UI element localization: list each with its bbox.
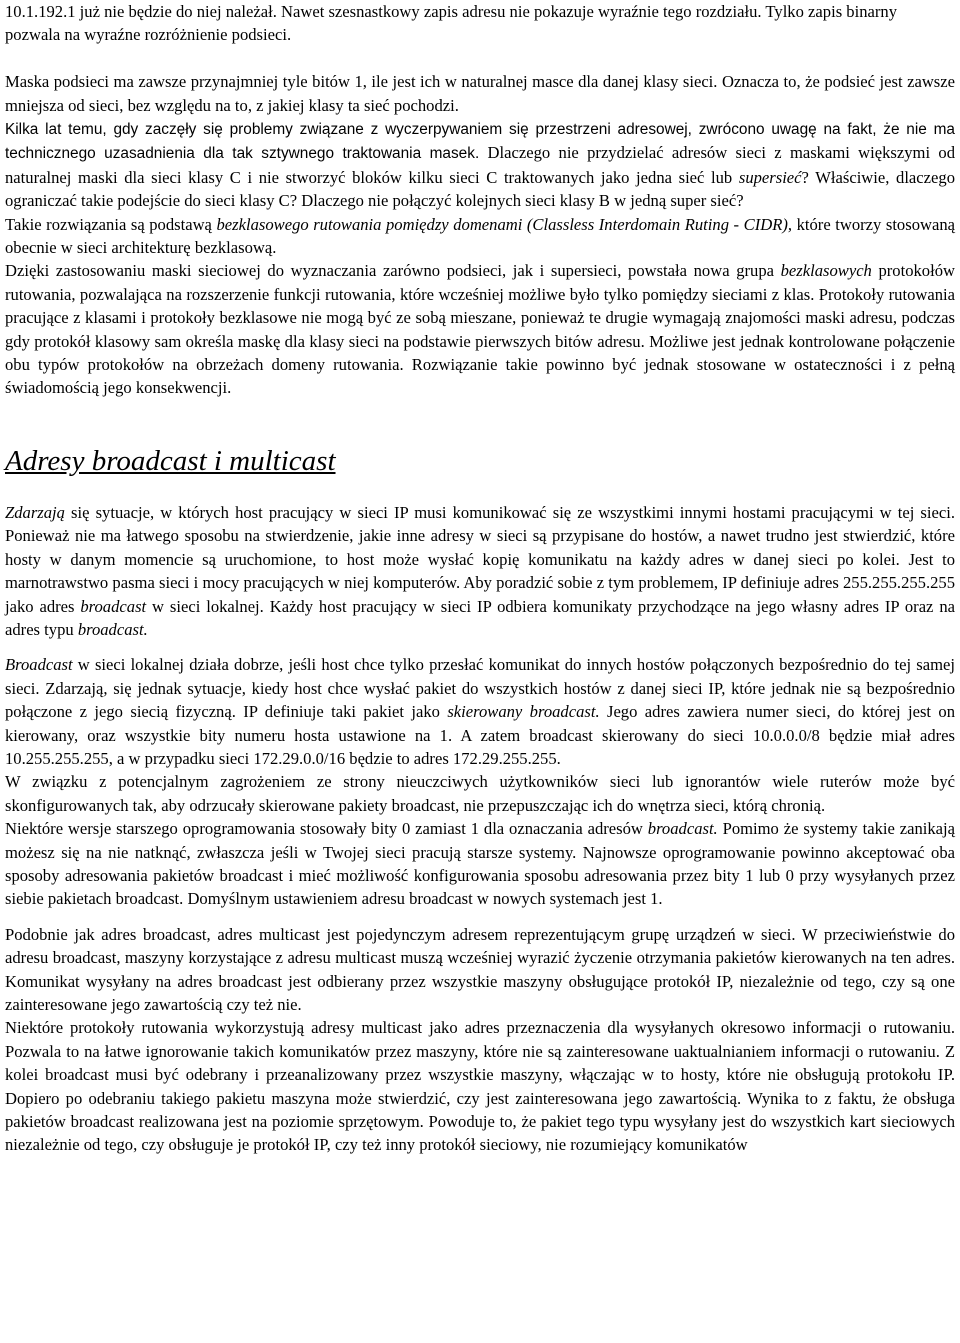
paragraph-mask-rule	[5, 70, 955, 117]
spacer	[5, 478, 955, 501]
cidr-def-b: które tworzy stosowaną obecnie w sieci architekturę bezklasową.	[5, 214, 955, 258]
classless-a: Dzięki zastosowaniu maski sieciowej do wyznaczania zarówno podsieci, jak i supersieci, powstała nowa grupa	[5, 261, 781, 281]
cidr-def-em: bezklasowego rutowania pomiędzy domenami (Classless Interdomain Ruting - CIDR),	[216, 214, 793, 234]
cidr-origin-b: ? Właściwie, dlaczego ograniczać takie podejście do sieci klasy C? Dlaczego nie połączyć kolejnych sieci klasy B w jedną super sieć?	[5, 167, 955, 211]
spacer	[5, 641, 955, 653]
paragraph-legacy-zero-bits	[5, 817, 955, 911]
paragraph-classless-protocols	[5, 259, 955, 399]
cidr-origin-sans: Kilka lat temu, gdy zaczęły się problemy związane z wyczerpywaniem się przestrzeni adresowej, zwrócono uwagę na fakt, że nie ma technicznego uzasadnienia dla tak sztywnego traktowania masek.	[5, 121, 955, 163]
broadcast-intro-em1: Zdarzają	[5, 502, 65, 522]
classless-em: bezklasowych	[780, 261, 872, 281]
paragraph-broadcast-intro	[5, 501, 955, 641]
spacer	[5, 47, 955, 70]
paragraph-directed-broadcast	[5, 653, 955, 770]
mask-rule-text: Maska podsieci ma zawsze przynajmniej tyle bitów 1, ile jest ich w naturalnej masce dla danej klasy sieci. Oznacza to, że podsieć jest zawsze mniejsza od sieci, bez względu na to, z jakiej klasy ta sieć pochodzi.	[5, 72, 955, 115]
directed-em1: Broadcast	[5, 655, 73, 675]
paragraph-multicast-intro: Podobnie jak adres broadcast, adres multicast jest pojedynczym adresem reprezentującym grupę urządzeń w sieci. W przeciwieństwie do adresu broadcast, maszyny korzystające z adresu multicast muszą wcześniej wyrazić życzenie otrzymania pakietów kierowanych na ten adres. Komunikat wysyłany na adres broadcast jest odbierany przez wszystkie maszyny obsługujące protokół IP, niezależnie od tego, czy są one zainteresowane jego zawartością czy też nie.	[5, 924, 955, 1015]
classless-b: protokołów rutowania, pozwalająca na rozszerzenie funkcji rutowania, które wcześniej możliwe było tylko pomiędzy sieciami z klas. Protokoły rutowania pracujące z klasami i protokoły bezklasowe nie mogą być ze sobą mieszane, ponieważ te drugie wymagają znajomości maski adresu, podczas gdy protokół klasowy sam określa maskę dla klasy sieci na podstawie pierwszych bitów adresu. Możliwe jest jednak kontrolowane połączenie obu typów protokołów na obrzeżach domeny rutowania. Rozwiązanie takie powinno być jednak stosowane w ostateczności i z pełną świadomością jego konsekwencji.	[5, 261, 955, 398]
broadcast-intro-em3: broadcast.	[77, 619, 148, 639]
legacy-a: Niektóre wersje starszego oprogramowania stosowały bity 0 zamiast 1 dla oznaczania adresów	[5, 819, 648, 839]
cidr-origin-a: Dlaczego nie przydzielać adresów sieci z maskami większymi od naturalnej maski dla sieci klasy C i nie stworzyć bloków kilku sieci C traktowanych jako jedna sieć lub	[5, 143, 955, 187]
directed-em2: skierowany broadcast.	[447, 702, 600, 722]
section-heading: Adresy broadcast i multicast	[5, 444, 336, 477]
broadcast-intro-em2: broadcast	[80, 596, 147, 616]
spacer	[5, 400, 955, 444]
directed-b: Jego adres zawiera numer sieci, do której jest on kierowany, oraz wszystkie bity numeru hosta ustawione na 1. A zatem broadcast skierowany do sieci 10.0.0.0/8 będzie miał adres 10.255.255.255, a w przypadku sieci 172.29.0.0/16 będzie to adres 172.29.255.255.	[5, 702, 955, 768]
paragraph-cidr-definition	[5, 213, 955, 260]
broadcast-intro-b: w sieci lokalnej. Każdy host pracujący w sieci IP odbiera komunikaty przychodzące na jego własny adres IP oraz na adres typu	[5, 596, 955, 639]
paragraph-router-filtering: W związku z potencjalnym zagrożeniem ze strony nieuczciwych użytkowników sieci lub ignorantów wiele ruterów może być skonfigurowanych tak, aby odrzucały skierowane pakiety broadcast, nie przepuszczając ich do wnętrza sieci, którą chronią.	[5, 772, 955, 815]
directed-a: w sieci lokalnej działa dobrze, jeśli host chce tylko przesłać komunikat do innych hostów połączonych bezpośrednio do tej samej sieci. Zdarzają, się jednak sytuacje, kiedy host chce wysłać pakiet do wszystkich hostów z danej sieci IP, które jednak nie są bezpośrednio połączone z jego siecią fizyczną. IP definiuje taki pakiet jako	[5, 655, 955, 722]
broadcast-intro-a: się sytuacje, w których host pracujący w sieci IP musi komunikować się ze wszystkimi innymi hostami pracującymi w tej sieci. Ponieważ nie ma łatwego sposobu na stwierdzenie, jakie inne adresy w sieci są przypisane do hostów, a nawet trudno jest stwierdzić, które hosty w danym momencie są uruchomione, to host może wysłać kopię komunikatu na każdy adres w danej sieci po kolei. Jest to marnotrawstwo pasma sieci i mocy pracujących w niej komputerów. Aby poradzić sobie z tym problemem, IP definiuje adres 255.255.255.255 jako adres	[5, 502, 955, 616]
legacy-em: broadcast.	[647, 819, 718, 839]
paragraph-intro-1: 10.1.192.1 już nie będzie do niej należał. Nawet szesnastkowy zapis adresu nie pokazuje wyraźnie tego rozdziału. Tylko zapis binarny pozwala na wyraźne rozróżnienie podsieci.	[5, 2, 897, 45]
cidr-def-a: Takie rozwiązania są podstawą	[5, 214, 217, 234]
paragraph-multicast-routing: Niektóre protokoły rutowania wykorzystują adresy multicast jako adres przeznaczenia dla wysyłanych okresowo informacji o rutowaniu. Pozwala to na łatwe ignorowanie takich komunikatów przez maszyny, które nie są zainteresowane uaktualnianiem informacji o rutowaniu. Z kolei broadcast musi być odebrany i przeanalizowany przez wszystkie maszyny, włączając w to hosty, które nie obsługują protokołu IP. Dopiero po odebraniu takiego pakietu maszyna może stwierdzić, czy jest zainteresowana jego zawartością. Wynika to z faktu, że obsługa pakietów broadcast realizowana jest na poziomie sprzętowym. Powoduje to, że pakiet tego typu wysyłany jest do wszystkich kart sieciowych niezależnie od tego, czy obsługuje je protokół IP, czy też inny protokół sieciowy, nie rozumiejący komunikatów	[5, 1018, 955, 1155]
spacer	[5, 911, 955, 923]
document-page	[5, 0, 955, 1157]
legacy-b: Pomimo że systemy takie zanikają możesz się na nie natknąć, zwłaszcza jeśli w Twojej sieci pracują starsze systemy. Najnowsze oprogramowanie powinno akceptować oba sposoby adresowania pakietów broadcast i mieć możliwość konfigurowania sposobu adresowania przez bity 1 lub 0 przy wysyłanych przez siebie pakietach broadcast. Domyślnym ustawieniem adresu broadcast w nowych systemach jest 1.	[5, 819, 956, 909]
paragraph-cidr-origin	[5, 117, 955, 213]
cidr-origin-em: supersieć	[738, 167, 802, 187]
